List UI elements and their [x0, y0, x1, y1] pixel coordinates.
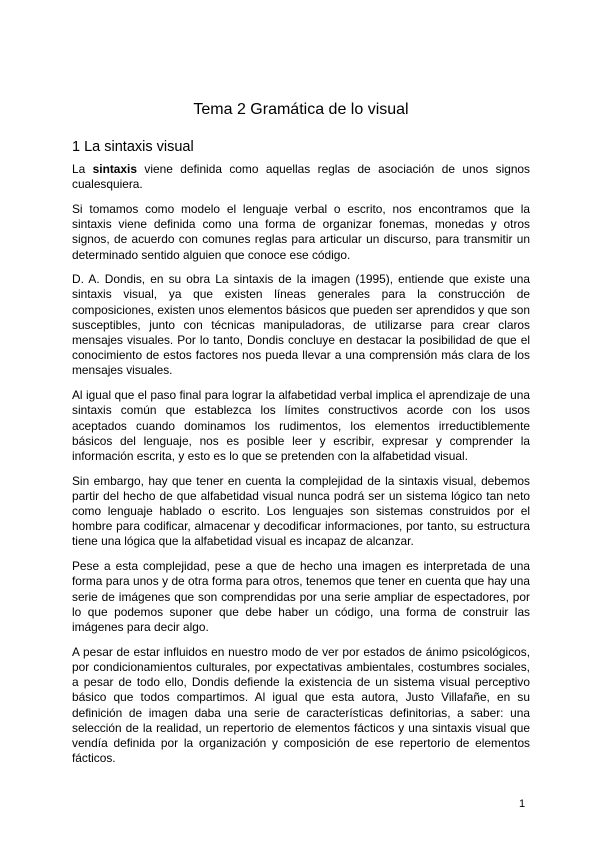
- paragraph-1: [72, 162, 530, 192]
- paragraph-3: D. A. Dondis, en su obra La sintaxis de la imagen (1995), entiende que existe una sintaxis visual, ya que existen líneas generales para la construcción de composiciones, existen unos elementos básicos que pueden ser aprendidos y que son susceptibles, junto con técnicas manipuladoras, de utilizarse para crear claros mensajes visuales. Por lo tanto, Dondis concluye en destacar la posibilidad de que el conocimiento de estos factores nos pueda llevar a una comprensión más clara de los mensajes visuales.: [72, 272, 530, 378]
- paragraph-4: Al igual que el paso final para lograr la alfabetidad verbal implica el aprendizaje de una sintaxis común que establezca los límites constructivos acorde con los usos aceptados cuando dominamos los rudimentos, los elementos irreductiblemente básicos del lenguaje, nos es posible leer y escribir, expresar y comprender la información escrita, y esto es lo que se pretenden con la alfabetidad visual.: [72, 388, 530, 463]
- paragraph-1-lead: La: [72, 162, 93, 176]
- paragraph-7: A pesar de estar influidos en nuestro modo de ver por estados de ánimo psicológicos, por condicionamientos culturales, por expectativas ambientales, costumbres sociales, a pesar de todo ello, Dondis defiende la existencia de un sistema visual perceptivo básico que todos compartimos. Al igual que esta autora, Justo Villafañe, en su definición de imagen daba una serie de características definitorias, a saber: una selección de la realidad, un repertorio de elementos fácticos y una sintaxis visual que vendía definida por la organización y composición de ese repertorio de elementos fácticos.: [72, 644, 530, 766]
- document-title: Tema 2 Gramática de lo visual: [193, 101, 409, 118]
- document-page: [72, 100, 530, 776]
- paragraph-1-rest: viene definida como aquellas reglas de asociación de unos signos cualesquiera.: [72, 162, 530, 192]
- section-heading: 1 La sintaxis visual: [72, 139, 194, 155]
- paragraph-6: Pese a esta complejidad, pese a que de hecho una imagen es interpretada de una forma para unos y de otra forma para otros, tenemos que tener en cuenta que hay una serie de imágenes que son comprendidas por una serie ampliar de espectadores, por lo que podemos suponer que debe haber un código, una forma de construir las imágenes para decir algo.: [72, 559, 530, 634]
- page-number: 1: [519, 798, 526, 810]
- keyword-sintaxis: sintaxis: [92, 162, 137, 176]
- paragraph-2: Si tomamos como modelo el lenguaje verbal o escrito, nos encontramos que la sintaxis viene definida como una forma de organizar fonemas, monedas y otros signos, de acuerdo con comunes reglas para articular un discurso, para transmitir un determinado sentido alguien que conoce ese código.: [72, 201, 530, 262]
- paragraph-5: Sin embargo, hay que tener en cuenta la complejidad de la sintaxis visual, debemos partir del hecho de que alfabetidad visual nunca podrá ser un sistema lógico tan neto como lenguaje hablado o escrito. Los lenguajes son sistemas construidos por el hombre para codificar, almacenar y decodificar informaciones, por tanto, su estructura tiene una lógica que la alfabetidad visual es incapaz de alcanzar.: [72, 473, 530, 549]
